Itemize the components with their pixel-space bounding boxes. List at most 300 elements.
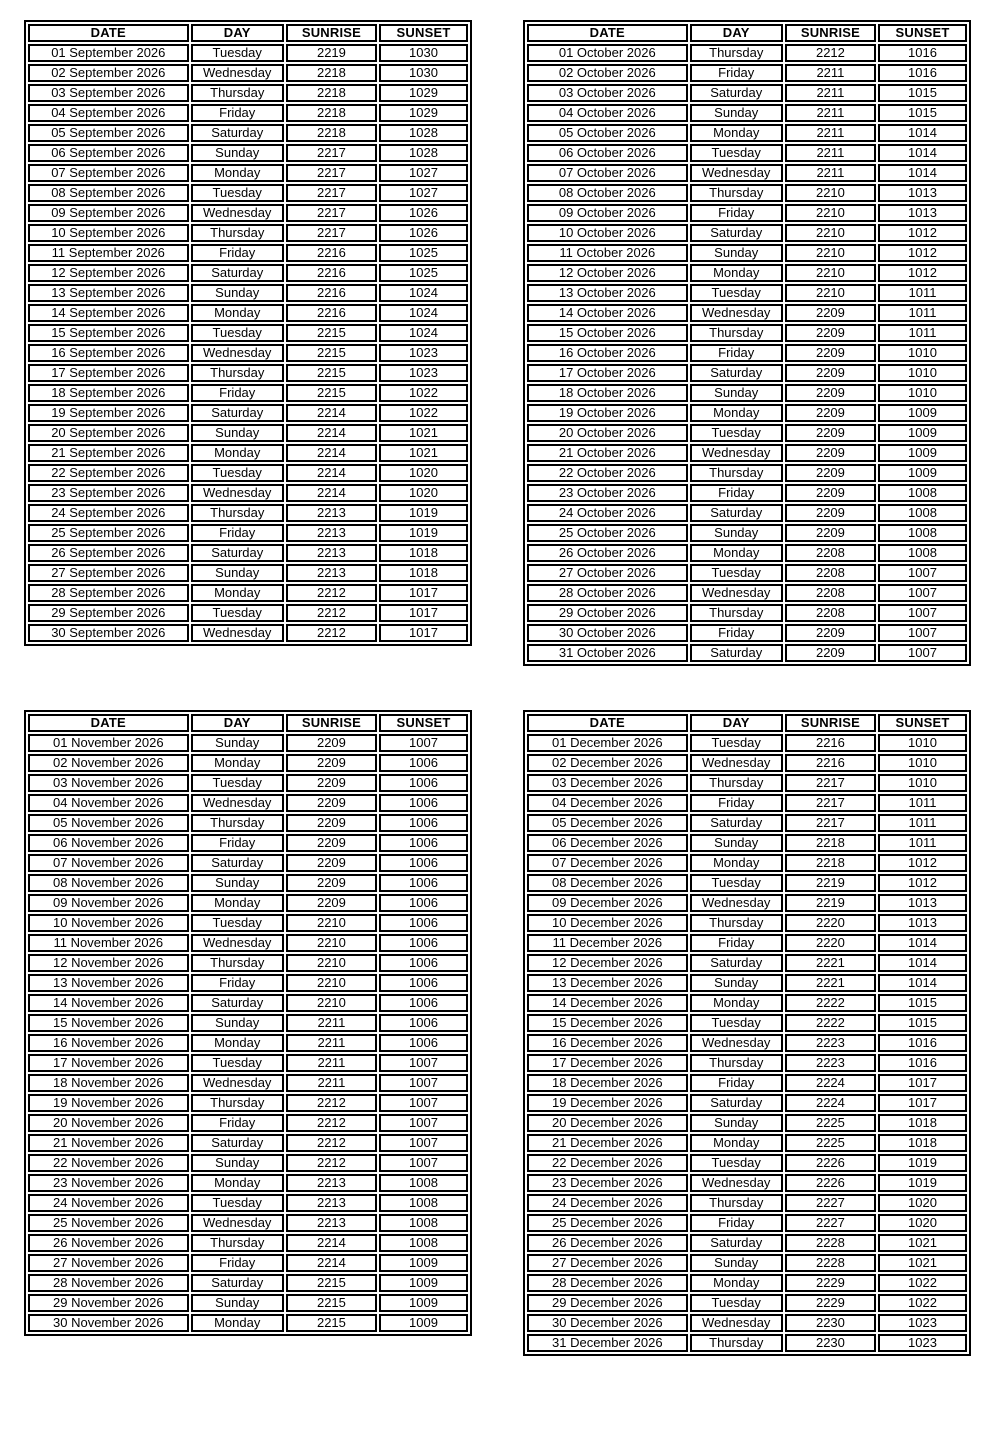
sunset-cell: 1009 [379,1254,468,1272]
sunset-cell: 1010 [878,384,967,402]
date-cell: 17 October 2026 [527,364,688,382]
table-row [527,144,967,162]
sunset-cell: 1025 [379,264,468,282]
sunset-cell: 1017 [379,624,468,642]
sunrise-cell: 2212 [785,44,876,62]
table-row [28,484,468,502]
date-cell: 26 December 2026 [527,1234,688,1252]
day-cell: Wednesday [690,1174,783,1192]
date-cell: 18 October 2026 [527,384,688,402]
table-row [527,834,967,852]
sunset-cell: 1013 [878,894,967,912]
table-row [28,424,468,442]
table-row [28,894,468,912]
table-row [527,524,967,542]
table-row [28,64,468,82]
table-row [527,1274,967,1292]
sunset-cell: 1008 [379,1234,468,1252]
sunset-cell: 1024 [379,284,468,302]
sunrise-cell: 2210 [286,914,377,932]
sunrise-cell: 2215 [286,364,377,382]
day-cell: Sunday [690,524,783,542]
date-cell: 22 November 2026 [28,1154,189,1172]
table-row [527,644,967,662]
table-row [527,44,967,62]
day-cell: Friday [690,484,783,502]
day-cell: Sunday [690,834,783,852]
date-cell: 19 October 2026 [527,404,688,422]
sunrise-cell: 2209 [785,384,876,402]
sunrise-cell: 2215 [286,344,377,362]
day-cell: Wednesday [191,934,284,952]
column-header-sunrise: SUNRISE [785,24,876,42]
day-cell: Tuesday [690,1294,783,1312]
sunset-cell: 1008 [878,484,967,502]
day-cell: Friday [690,1214,783,1232]
day-cell: Friday [191,244,284,262]
table-row [527,464,967,482]
sunset-cell: 1006 [379,814,468,832]
sunset-cell: 1006 [379,794,468,812]
date-cell: 09 September 2026 [28,204,189,222]
day-cell: Wednesday [191,64,284,82]
date-cell: 28 December 2026 [527,1274,688,1292]
sunrise-cell: 2230 [785,1334,876,1352]
sunset-cell: 1013 [878,204,967,222]
table-row [527,484,967,502]
table-row [527,1214,967,1232]
sunset-cell: 1012 [878,874,967,892]
sunset-cell: 1014 [878,954,967,972]
date-cell: 15 September 2026 [28,324,189,342]
date-cell: 09 November 2026 [28,894,189,912]
sunrise-cell: 2213 [286,1174,377,1192]
table-row [28,584,468,602]
sunrise-cell: 2211 [785,104,876,122]
table-row [527,384,967,402]
sunset-cell: 1015 [878,104,967,122]
sunset-cell: 1006 [379,914,468,932]
date-cell: 06 September 2026 [28,144,189,162]
date-cell: 24 September 2026 [28,504,189,522]
date-cell: 17 November 2026 [28,1054,189,1072]
table-row [527,164,967,182]
table-row [527,974,967,992]
sunset-cell: 1028 [379,124,468,142]
date-cell: 18 December 2026 [527,1074,688,1092]
day-cell: Friday [690,344,783,362]
date-cell: 28 October 2026 [527,584,688,602]
day-cell: Monday [191,1314,284,1332]
sunset-cell: 1011 [878,794,967,812]
sunrise-cell: 2209 [785,304,876,322]
day-cell: Wednesday [191,794,284,812]
sunrise-cell: 2213 [286,1214,377,1232]
sunrise-cell: 2211 [785,144,876,162]
date-cell: 25 November 2026 [28,1214,189,1232]
sunset-cell: 1014 [878,144,967,162]
table-row [527,774,967,792]
sunrise-cell: 2217 [286,164,377,182]
sunrise-cell: 2228 [785,1254,876,1272]
date-cell: 20 October 2026 [527,424,688,442]
table-row [28,954,468,972]
date-cell: 24 December 2026 [527,1194,688,1212]
table-row [28,1114,468,1132]
table-row [527,184,967,202]
sunset-cell: 1013 [878,914,967,932]
sunset-cell: 1020 [379,464,468,482]
day-cell: Saturday [690,1094,783,1112]
sunrise-cell: 2210 [785,204,876,222]
sunrise-cell: 2230 [785,1314,876,1332]
table-row [28,1094,468,1112]
sunrise-cell: 2215 [286,1294,377,1312]
day-cell: Friday [191,384,284,402]
column-header-day: DAY [191,24,284,42]
sunset-cell: 1007 [379,734,468,752]
date-cell: 18 November 2026 [28,1074,189,1092]
table-row [527,1074,967,1092]
day-cell: Monday [690,1274,783,1292]
table-row [527,894,967,912]
date-cell: 09 October 2026 [527,204,688,222]
table-row [527,734,967,752]
date-cell: 26 November 2026 [28,1234,189,1252]
sunrise-cell: 2209 [286,834,377,852]
day-cell: Wednesday [690,444,783,462]
day-cell: Tuesday [690,1014,783,1032]
date-cell: 11 November 2026 [28,934,189,952]
sunrise-cell: 2209 [286,734,377,752]
sunset-cell: 1022 [379,384,468,402]
sunrise-cell: 2209 [785,324,876,342]
date-cell: 01 September 2026 [28,44,189,62]
column-header-sunrise: SUNRISE [286,24,377,42]
day-cell: Monday [191,754,284,772]
sunset-cell: 1009 [379,1294,468,1312]
date-cell: 05 October 2026 [527,124,688,142]
sunset-cell: 1007 [379,1134,468,1152]
date-cell: 01 November 2026 [28,734,189,752]
day-cell: Thursday [690,44,783,62]
sunrise-cell: 2227 [785,1214,876,1232]
day-cell: Tuesday [191,44,284,62]
table-row [28,1314,468,1332]
sunset-cell: 1006 [379,954,468,972]
sunrise-cell: 2223 [785,1034,876,1052]
day-cell: Monday [191,444,284,462]
table-row [28,1194,468,1212]
table-row [527,1254,967,1272]
day-cell: Tuesday [690,1154,783,1172]
day-cell: Wednesday [191,624,284,642]
date-cell: 31 December 2026 [527,1334,688,1352]
sunrise-cell: 2212 [286,604,377,622]
day-cell: Thursday [191,224,284,242]
sunrise-cell: 2218 [286,124,377,142]
date-cell: 10 November 2026 [28,914,189,932]
sunset-cell: 1024 [379,304,468,322]
date-cell: 25 December 2026 [527,1214,688,1232]
day-cell: Sunday [690,384,783,402]
date-cell: 19 September 2026 [28,404,189,422]
date-cell: 30 November 2026 [28,1314,189,1332]
date-cell: 19 November 2026 [28,1094,189,1112]
date-cell: 10 October 2026 [527,224,688,242]
sunrise-cell: 2218 [286,84,377,102]
day-cell: Sunday [191,1014,284,1032]
sunrise-cell: 2216 [785,754,876,772]
sunrise-sunset-table-december-2026 [523,710,971,1356]
date-cell: 25 September 2026 [28,524,189,542]
table-row [28,264,468,282]
table-row [28,874,468,892]
table-row [527,1234,967,1252]
sunset-cell: 1012 [878,224,967,242]
date-cell: 14 November 2026 [28,994,189,1012]
table-row [28,1234,468,1252]
date-cell: 23 October 2026 [527,484,688,502]
sunset-cell: 1014 [878,164,967,182]
day-cell: Tuesday [191,464,284,482]
date-cell: 20 December 2026 [527,1114,688,1132]
sunrise-cell: 2211 [785,84,876,102]
sunrise-cell: 2209 [286,774,377,792]
date-cell: 16 October 2026 [527,344,688,362]
table-row [28,754,468,772]
sunset-cell: 1024 [379,324,468,342]
sunset-cell: 1015 [878,1014,967,1032]
day-cell: Sunday [191,1154,284,1172]
sunset-cell: 1012 [878,264,967,282]
date-cell: 26 October 2026 [527,544,688,562]
column-header-day: DAY [191,714,284,732]
sunrise-cell: 2227 [785,1194,876,1212]
sunset-cell: 1006 [379,1034,468,1052]
day-cell: Tuesday [690,734,783,752]
day-cell: Sunday [191,564,284,582]
date-cell: 17 December 2026 [527,1054,688,1072]
sunset-cell: 1029 [379,84,468,102]
sunrise-cell: 2209 [785,444,876,462]
table-row [28,734,468,752]
sunset-cell: 1006 [379,934,468,952]
sunrise-cell: 2226 [785,1154,876,1172]
sunrise-cell: 2209 [785,344,876,362]
sunset-cell: 1019 [379,524,468,542]
sunrise-cell: 2211 [286,1054,377,1072]
sunrise-cell: 2209 [785,504,876,522]
table-row [527,1094,967,1112]
date-cell: 15 December 2026 [527,1014,688,1032]
sunrise-cell: 2209 [785,404,876,422]
sunrise-cell: 2209 [785,484,876,502]
sunset-cell: 1016 [878,64,967,82]
table-row [527,1034,967,1052]
sunset-cell: 1009 [379,1274,468,1292]
date-cell: 16 November 2026 [28,1034,189,1052]
sunset-cell: 1022 [878,1294,967,1312]
date-cell: 05 November 2026 [28,814,189,832]
day-cell: Sunday [191,874,284,892]
day-cell: Tuesday [191,774,284,792]
table-row [527,244,967,262]
sunrise-cell: 2213 [286,504,377,522]
table-row [28,364,468,382]
sunset-cell: 1018 [379,544,468,562]
table-row [527,304,967,322]
table-row [527,324,967,342]
sunset-cell: 1026 [379,224,468,242]
sunrise-cell: 2213 [286,564,377,582]
day-cell: Friday [690,64,783,82]
date-cell: 08 December 2026 [527,874,688,892]
table-body [527,44,967,662]
date-cell: 15 November 2026 [28,1014,189,1032]
date-cell: 16 December 2026 [527,1034,688,1052]
table-row [28,504,468,522]
sunset-cell: 1007 [878,624,967,642]
table-row [527,584,967,602]
table-row [28,834,468,852]
sunset-cell: 1023 [878,1334,967,1352]
date-cell: 02 November 2026 [28,754,189,772]
date-cell: 31 October 2026 [527,644,688,662]
day-cell: Monday [191,584,284,602]
date-cell: 23 December 2026 [527,1174,688,1192]
date-cell: 08 November 2026 [28,874,189,892]
sunrise-cell: 2213 [286,544,377,562]
day-cell: Sunday [690,974,783,992]
sunrise-cell: 2215 [286,324,377,342]
sunrise-cell: 2223 [785,1054,876,1072]
table-row [527,284,967,302]
table-row [527,344,967,362]
sunset-cell: 1011 [878,304,967,322]
sunset-cell: 1013 [878,184,967,202]
date-cell: 21 December 2026 [527,1134,688,1152]
sunset-cell: 1026 [379,204,468,222]
table-row [28,44,468,62]
date-cell: 06 December 2026 [527,834,688,852]
table-row [527,564,967,582]
date-cell: 22 December 2026 [527,1154,688,1172]
table-row [527,1014,967,1032]
column-header-day: DAY [690,714,783,732]
table-row [28,524,468,542]
date-cell: 17 September 2026 [28,364,189,382]
day-cell: Wednesday [690,754,783,772]
day-cell: Monday [191,304,284,322]
date-cell: 27 September 2026 [28,564,189,582]
sunrise-cell: 2209 [785,644,876,662]
column-header-sunrise: SUNRISE [286,714,377,732]
date-cell: 22 September 2026 [28,464,189,482]
sunrise-cell: 2217 [286,144,377,162]
table-row [28,444,468,462]
table-row [28,324,468,342]
date-cell: 07 November 2026 [28,854,189,872]
date-cell: 02 October 2026 [527,64,688,82]
sunset-cell: 1010 [878,754,967,772]
date-cell: 29 October 2026 [527,604,688,622]
column-header-sunset: SUNSET [878,24,967,42]
sunset-cell: 1015 [878,994,967,1012]
day-cell: Monday [690,994,783,1012]
sunrise-cell: 2216 [286,264,377,282]
day-cell: Friday [191,1254,284,1272]
sunrise-cell: 2224 [785,1094,876,1112]
sunrise-cell: 2212 [286,1154,377,1172]
date-cell: 12 October 2026 [527,264,688,282]
date-cell: 12 September 2026 [28,264,189,282]
sunset-cell: 1006 [379,854,468,872]
column-header-date: DATE [28,24,189,42]
table-row [527,104,967,122]
sunrise-cell: 2213 [286,1194,377,1212]
sunset-cell: 1030 [379,64,468,82]
day-cell: Thursday [690,464,783,482]
date-cell: 02 December 2026 [527,754,688,772]
day-cell: Tuesday [690,564,783,582]
date-cell: 18 September 2026 [28,384,189,402]
sunrise-cell: 2217 [286,224,377,242]
date-cell: 09 December 2026 [527,894,688,912]
day-cell: Friday [191,524,284,542]
day-cell: Friday [191,974,284,992]
sunset-cell: 1007 [379,1114,468,1132]
table-header [28,714,468,732]
sunset-cell: 1019 [878,1174,967,1192]
day-cell: Saturday [191,854,284,872]
day-cell: Saturday [191,544,284,562]
sunset-cell: 1012 [878,244,967,262]
sunrise-cell: 2214 [286,1254,377,1272]
sunset-cell: 1010 [878,364,967,382]
sunrise-cell: 2210 [785,224,876,242]
day-cell: Sunday [690,1114,783,1132]
sunset-cell: 1014 [878,974,967,992]
table-row [527,64,967,82]
sunrise-cell: 2212 [286,624,377,642]
table-row [28,244,468,262]
date-cell: 07 October 2026 [527,164,688,182]
sunrise-cell: 2217 [785,774,876,792]
table-row [527,264,967,282]
sunrise-cell: 2210 [785,184,876,202]
sunrise-cell: 2225 [785,1134,876,1152]
date-cell: 05 September 2026 [28,124,189,142]
day-cell: Wednesday [690,164,783,182]
date-cell: 25 October 2026 [527,524,688,542]
date-cell: 08 September 2026 [28,184,189,202]
day-cell: Friday [191,1114,284,1132]
header-row [527,24,967,42]
day-cell: Thursday [690,1194,783,1212]
date-cell: 13 November 2026 [28,974,189,992]
day-cell: Wednesday [191,1214,284,1232]
day-cell: Tuesday [690,874,783,892]
date-cell: 10 December 2026 [527,914,688,932]
sunrise-cell: 2209 [286,754,377,772]
sunrise-cell: 2208 [785,544,876,562]
sunrise-cell: 2210 [785,264,876,282]
sunrise-cell: 2209 [286,894,377,912]
day-cell: Saturday [191,124,284,142]
table-row [28,104,468,122]
sunset-cell: 1008 [878,544,967,562]
